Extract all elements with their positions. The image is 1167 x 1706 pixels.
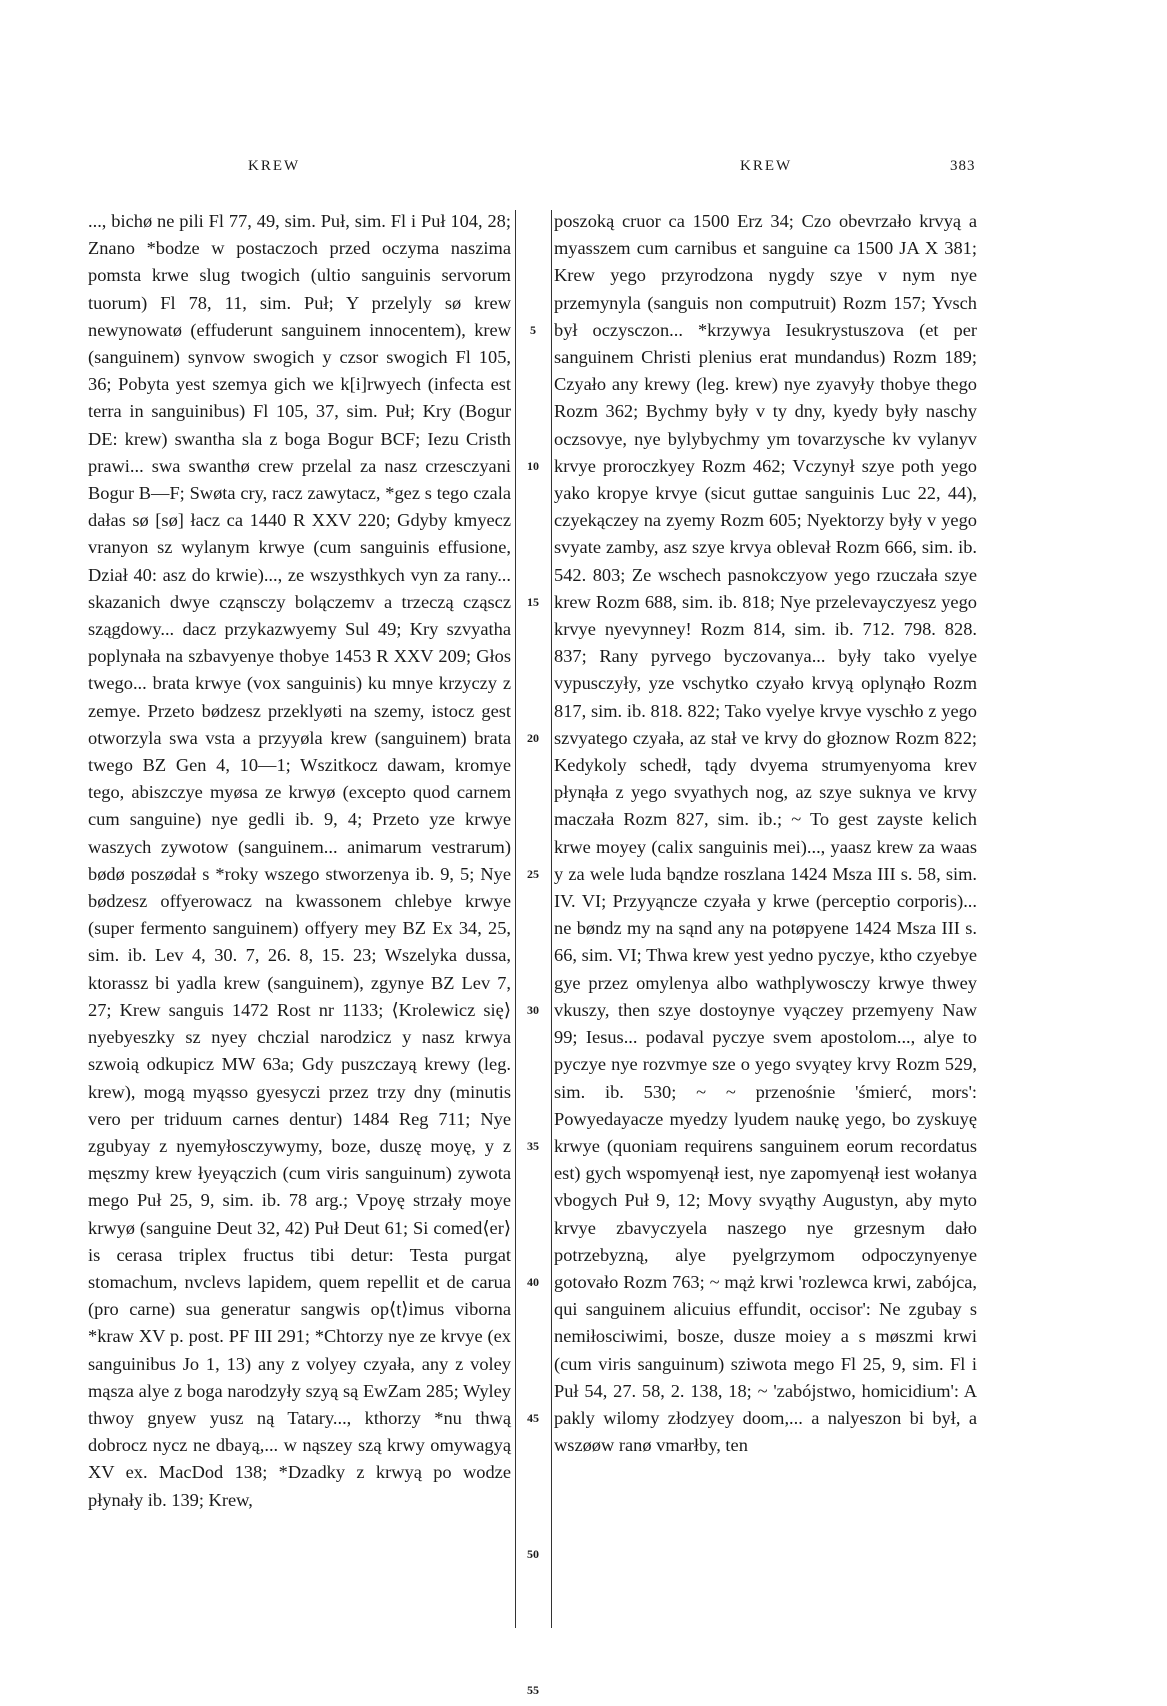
line-number: 45 (527, 1410, 539, 1425)
line-number: 10 (527, 458, 539, 473)
line-number: 25 (527, 866, 539, 881)
line-number: 5 (530, 322, 536, 337)
line-number: 30 (527, 1002, 539, 1017)
text-column-left (88, 208, 511, 1514)
page-number: 383 (950, 158, 976, 174)
column-divider-left (515, 210, 516, 1628)
line-number: 40 (527, 1274, 539, 1289)
running-head-right: KREW (740, 158, 793, 174)
column-text-right: poszoką cruor ca 1500 Erz 34; Czo obevrzało krvyą a myasszem cum carnibus et sanguine ca 1500 JA X 381; Krew yego przyrodzona nygdy szye v nym nye przemynyla (sanguis non computruit) Rozm 157; Yvsch był oczysczon... *krzywya Iesukrystuszova (et per sanguinem Christi plenius erat mundandus) Rozm 189; Czyało any krewy (leg. krew) nye zyavyły thobye thego Rozm 362; Bychmy były v ty dny, kyedy były naschy oczsovye, nye bylybychmy ym tovarzysche kv vylanyv krvye proroczkyey Rozm 462; Vczynył szye poth yego yako kropye krvye (sicut guttae sanguinis Luc 22, 44), czyekączey na zyemy Rozm 605; Nyektorzy były v yego svyate zamby, asz szye krvya oblevał Rozm 666, sim. ib. 542. 803; Ze wschech pasnokczyow yego rzuczała szye krew Rozm 688, sim. ib. 818; Nye przelevayczyesz yego krvye nyevynney! Rozm 814, sim. ib. 712. 798. 828. 837; Rany pyrvego byczovanya... były tako vyelye vypusczyły, yze vschytko czyało krvyą oplynąło Rozm 817, sim. ib. 818. 822; Tako vyelye krvye vyschło z yego szvyatego czyała, az stał ve krvy do głoznow Rozm 822; Kedykoly schedł, tądy dvyema strumyenyoma krev płynąła z yego svyathych nog, az szye suknya ve krvy maczała Rozm 827, sim. ib.; ~ To gest zayste kelich krwe moyey (calix sanguinis mei)..., yaasz krew za waas y za wele luda bąndze roszlana 1424 Msza III s. 58, sim. IV. VI; Przyyąncze czyała y krwe (perceptio corporis)... ne bøndz my na sąnd any na potøpyene 1424 Msza III s. 66, sim. VI; Thwa krew yest yedno pyczye, ktho czyebye gye przez omylenya albo wathplywosczy krwye thwey vkuszy, then szye dostoynye vyączey przemyeny Naw 99; Iesus... podaval pyczye svem apostolom..., alye to pyczye nye rozvmye sze o yego svyątey krvy Rozm 529, sim. ib. 530; ~ ~ przenośnie 'śmierć, mors': Powyedayacze myedzy lyudem naukę yego, bo zyskuyę krwye (quoniam requirens sanguinem eorum recordatus est) gych wspomyenął iest, nye zapomyenął iest wołanya vbogych Puł 9, 12; Movy svyąthy Augustyn, aby myto krvye zbavyczyela naszego nye grzesnym dało potrzebyzną, alye pyelgrzymom odpoczynyenye gotovało Rozm 763; ~ mąż krwi 'rozlewca krwi, zabójca, qui sanguinem alicuius effundit, occisor': Ne zgubay s nemiłosciwimi, bosze, dusze moiey a s møszmi krwi (cum viris sanguinum) sziwota mego Fl 25, 9, sim. Fl i Puł 54, 27. 58, 2. 138, 18; ~ 'zabójstwo, homicidium': A pakly wilomy złodzyey doom,... a nalyeszon bi był, a wszøøw ranø vmarłby, ten (554, 211, 977, 1456)
line-number: 20 (527, 730, 539, 745)
line-number: 15 (527, 594, 539, 609)
line-number: 55 (527, 1682, 539, 1697)
column-divider-right (551, 210, 552, 1628)
line-number: 35 (527, 1138, 539, 1153)
running-head-left: KREW (248, 158, 301, 174)
line-number: 50 (527, 1546, 539, 1561)
text-column-right (554, 208, 977, 1459)
column-text-left: ..., bichø ne pili Fl 77, 49, sim. Puł, sim. Fl i Puł 104, 28; Znano *bodze w postaczoch przed oczyma naszima pomsta krwe slug twogich (ultio sanguinis servorum tuorum) Fl 78, 11, sim. Puł; Y przelyly sø krew newynowatø (effuderunt sanguinem innocentem), krew (sanguinem) synvow swogich y czsor swogich Fl 105, 36; Pobyta yest szemya gich we k[i]rwyech (infecta est terra in sanguinibus) Fl 105, 37, sim. Puł; Kry (Bogur DE: krew) swantha sla z boga Bogur BCF; Iezu Cristh prawi... swa swanthø crew przelal za nasz crzesczyani Bogur B—F; Swøta cry, racz zawytacz, *gez s tego czala dałas sø [sø] łacz ca 1440 R XXV 220; Gdyby kmyecz vranyon sz wylanym krwye (cum sanguinis effusione, Dział 40: asz do krwie)..., ze wszysthkych vyn za rany... skazanich dwye cząnsczy bolączemv a trzeczą cząscz szągdowy... dacz przykazwyemy Sul 49; Kry szvyatha poplynała na szbavyenye thobye 1453 R XXV 209; Głos twego... brata krwye (vox sanguinis) ku mnye krzyczy z zemye. Przeto bødzesz przeklyøti na szemy, istocz gest otworzyla swa vsta a przyyøla krew (sanguinem) brata twego BZ Gen 4, 10—1; Wszitkocz dawam, kromye tego, abiszczye myøsa ze krwyø (excepto quod carnem cum sanguine) nye gedli ib. 9, 4; Przeto yze krwye waszych zywotow (sanguinem... animarum vestrarum) bødø poszødał s *roky wszego stworzenya ib. 9, 5; Nye bødzesz offyerowacz na kwassonem chlebye krwye (super fermento sanguinem) offyery mey BZ Ex 34, 25, sim. ib. Lev 4, 30. 7, 26. 8, 15. 23; Wszelyka dussa, ktorassz bi yadla krew (sanguinem), zgynye BZ Lev 7, 27; Krew sanguis 1472 Rost nr 1133; ⟨Krolewicz się⟩ nyebyeszky sz nyey chczial narodzicz y nasz krwya szwoią odkupicz MW 63a; Gdy puszczayą krewy (leg. krew), mogą myąsso gyesyczi przez trzy dny (minutis vero per triduum carnes dentur) 1484 Reg 711; Nye zgubyay z nyemyłosczywymy, boze, duszę moyę, y z męszmy krew łyeyączich (cum viris sanguinum) zywota mego Puł 25, 9, sim. ib. 78 arg.; Vpoyę strzały moye krwyø (sanguine Deut 32, 42) Puł Deut 61; Si comed⟨er⟩is cerasa triplex fructus tibi detur: Testa purgat stomachum, nvclevs lapidem, quem repellit et de carua (pro carne) sua generatur sangwis op⟨t⟩imus viborna *kraw XV p. post. PF III 291; *Chtorzy nye ze krvye (ex sanguinibus Jo 1, 13) any z volyey czyała, any z voley mąsza alye z boga narodzyły szyą są EwZam 285; Wyley thwoy gnyew yusz ną Tatary..., kthorzy *nu thwą dobrocz nycz ne dbayą,... w nąszey szą krwy omywagyą XV ex. MacDod 138; *Dzadky z krwyą po wodze płynały ib. 139; Krew, (88, 211, 511, 1510)
